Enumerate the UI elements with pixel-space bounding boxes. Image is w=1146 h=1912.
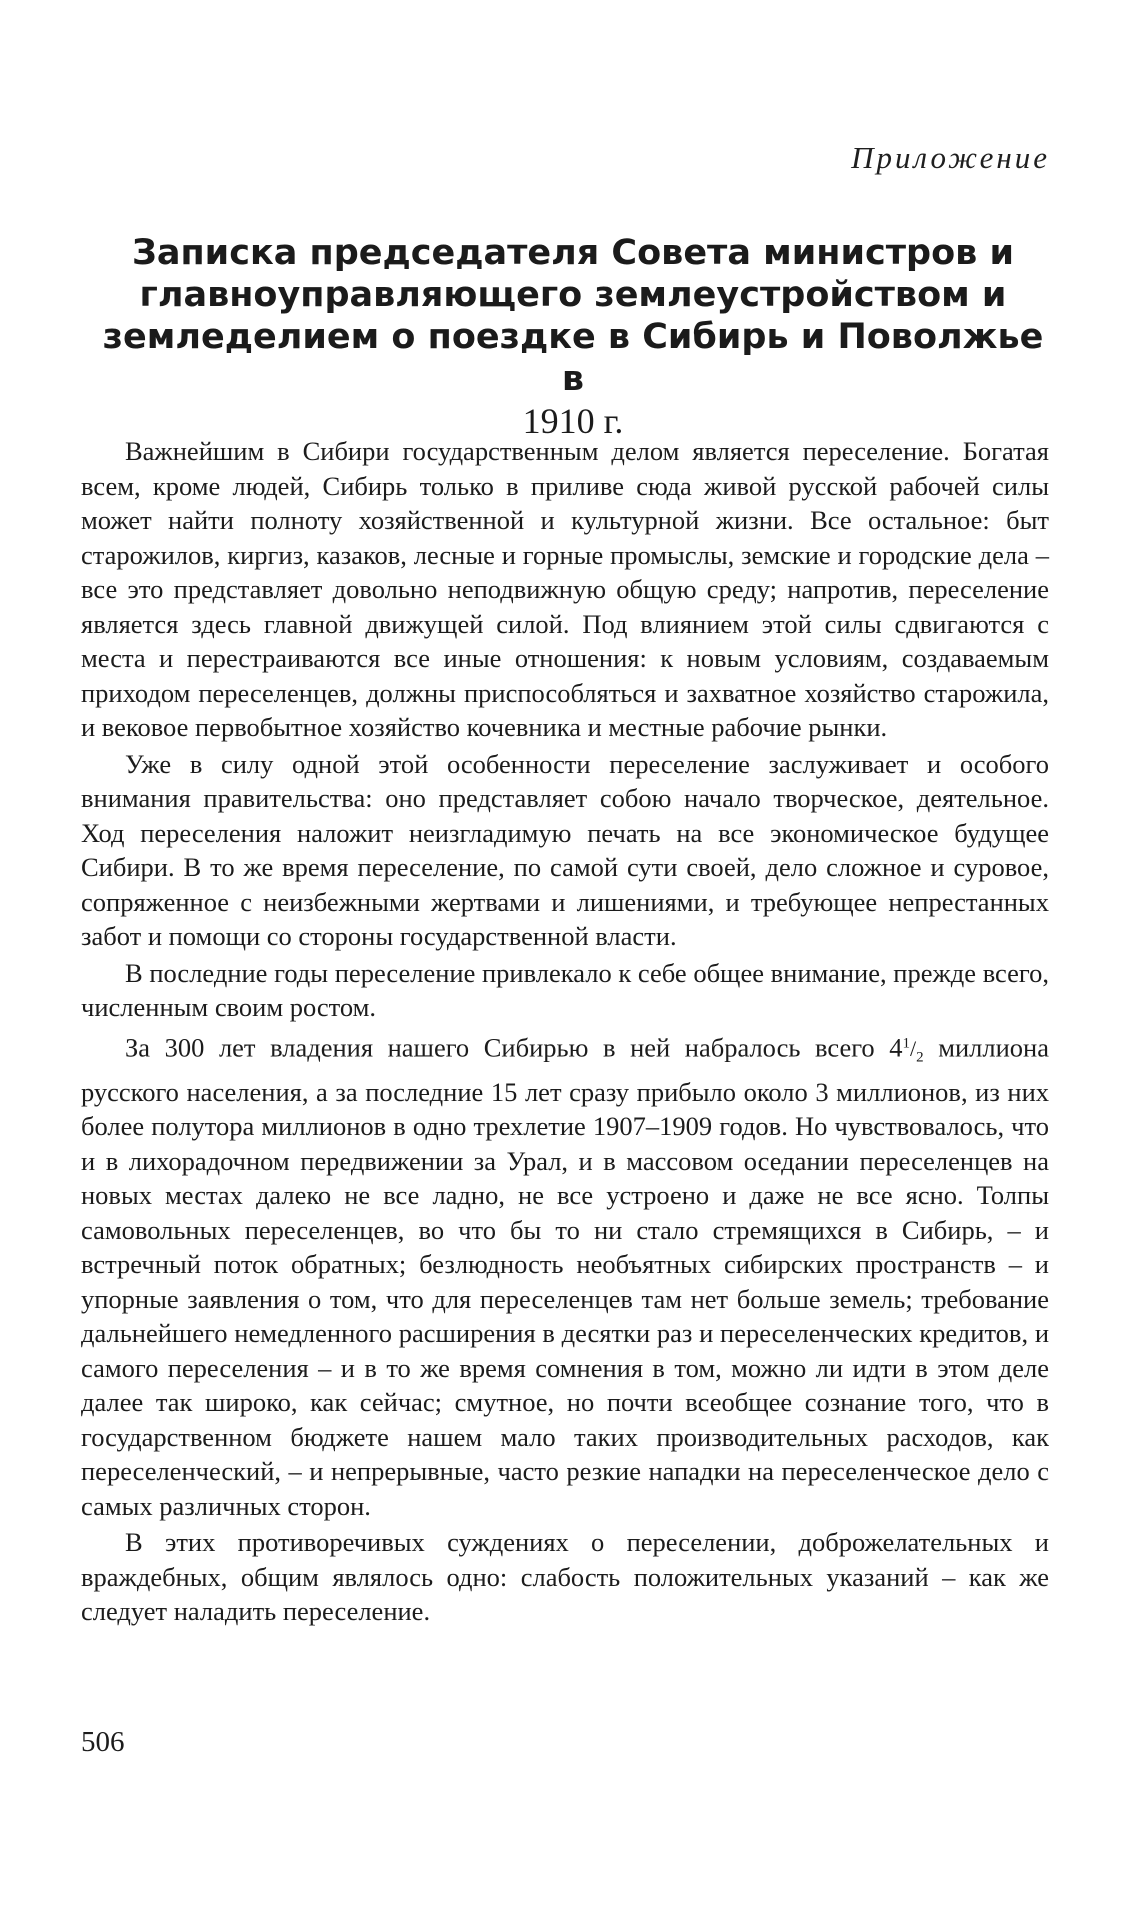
fraction: $^1/_2$ [902,1035,924,1066]
document-title [100,232,1046,443]
body-text [81,434,1049,1629]
paragraph-with-fraction [81,1027,1049,1524]
paragraph: В этих противоречивых суждениях о переселении, доброжелательных и враждебных, общим являлось одно: слабость положительных указаний – как же следует наладить переселение. [81,1527,1049,1627]
paragraph-text: За 300 лет владения нашего Сибирью в ней набралось всего 4 [125,1031,903,1062]
running-head: Приложение [851,140,1050,175]
paragraph: Важнейшим в Сибири государственным делом является переселение. Богатая всем, кроме людей, Сибирь только в приливе сюда живой русской рабочей силы может найти полноту хозяйственной и культурной жизни. Все остальное: быт старожилов, киргиз, казаков, лесные и горные промыслы, земские и городские дела – все это представляет довольно неподвижную общую среду; напротив, переселение является здесь главной движущей силой. Под влиянием этой силы сдвигаются с места и перестраиваются все иные отношения: к новым условиям, создаваемым приходом переселенцев, должны приспособляться и захватное хозяйство старожила, и вековое первобытное хозяйство кочевника и местные рабочие рынки. [81,436,1049,742]
fraction-denominator: 2 [916,1049,924,1066]
title-year: 1910 г. [522,401,624,441]
paragraph-text: миллиона русского населения, а за последние 15 лет сразу прибыло около 3 миллионов, из них более полутора миллионов в одно трехлетие 1907–1909 годов. Но чувствовалось, что и в лихорадочном передвижении за Урал, и в массовом оседании переселенцев на новых местах далеко не все ладно, не все устроено и даже не все ясно. Толпы самовольных переселенцев, во что бы то ни стало стремящихся в Сибирь, – и встречный поток обратных; безлюдность необъятных сибирских пространств – и упорные заявления о том, что для переселенцев там нет больше земель; требование дальнейшего немедленного расширения в десятки раз и переселенческих кредитов, и самого переселения – и в то же время сомнения в том, можно ли идти в этом деле далее так широко, как сейчас; смутное, но почти всеобщее сознание того, что в государственном бюджете нашем мало таких производительных расходов, как переселенческий, – и непрерывные, часто резкие нападки на переселенческое дело с самых различных сторон. [81,1031,1049,1521]
title-text: Записка председателя Совета министров и главноуправляющего землеустройством и земледелием о поездке в Сибирь и Поволжье в [102,233,1044,399]
page-number: 506 [81,1726,125,1758]
fraction-numerator: 1 [902,1035,911,1052]
paragraph: В последние годы переселение привлекало к себе общее внимание, прежде всего, численным своим ростом. [81,957,1049,1022]
paragraph: Уже в силу одной этой особенности переселение заслуживает и особого внимания правительства: оно представляет собою начало творческое, деятельное. Ход переселения наложит неизгладимую печать на все экономическое будущее Сибири. В то же время переселение, по самой сути своей, дело сложное и суровое, сопряженное с неизбежными жертвами и лишениями, и требующее непрестанных забот и помощи со стороны государственной власти. [81,748,1049,951]
